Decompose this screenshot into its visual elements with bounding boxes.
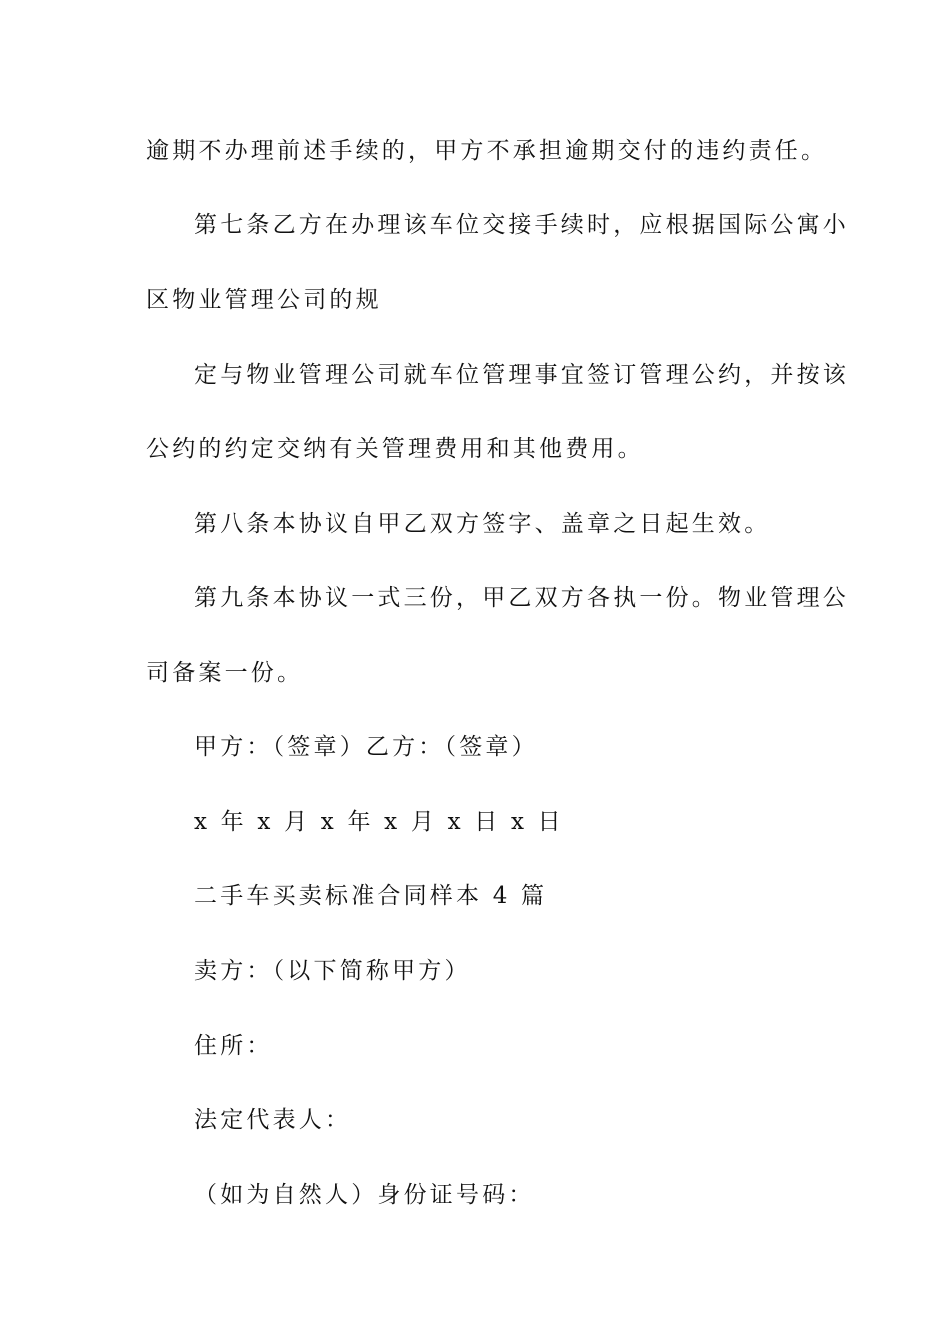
text-line-3: 区物业管理公司的规 [146,287,382,313]
text-line-2: 第七条乙方在办理该车位交接手续时，应根据国际公寓小 [194,212,849,238]
text-line-12: 卖方：（以下简称甲方） [194,958,471,984]
text-line-14: 法定代表人： [194,1107,352,1133]
text-line-9: 甲方：（签章）乙方：（签章） [194,734,538,760]
text-line-4: 定与物业管理公司就车位管理事宜签订管理公约，并按该 [194,362,849,388]
text-line-10: x 年 x 月 x 年 x 月 x 日 x 日 [194,809,564,835]
text-line-5: 公约的约定交纳有关管理费用和其他费用。 [146,436,644,462]
text-line-13: 住所： [194,1033,273,1059]
text-line-11: 二手车买卖标准合同样本 4 篇 [194,883,548,909]
text-line-8: 司备案一份。 [146,660,304,686]
text-line-15: （如为自然人）身份证号码： [194,1182,535,1208]
text-line-1: 逾期不办理前述手续的，甲方不承担逾期交付的违约责任。 [146,138,828,164]
text-line-6: 第八条本协议自甲乙双方签字、盖章之日起生效。 [194,511,771,537]
text-line-7: 第九条本协议一式三份，甲乙双方各执一份。物业管理公 [194,585,849,611]
